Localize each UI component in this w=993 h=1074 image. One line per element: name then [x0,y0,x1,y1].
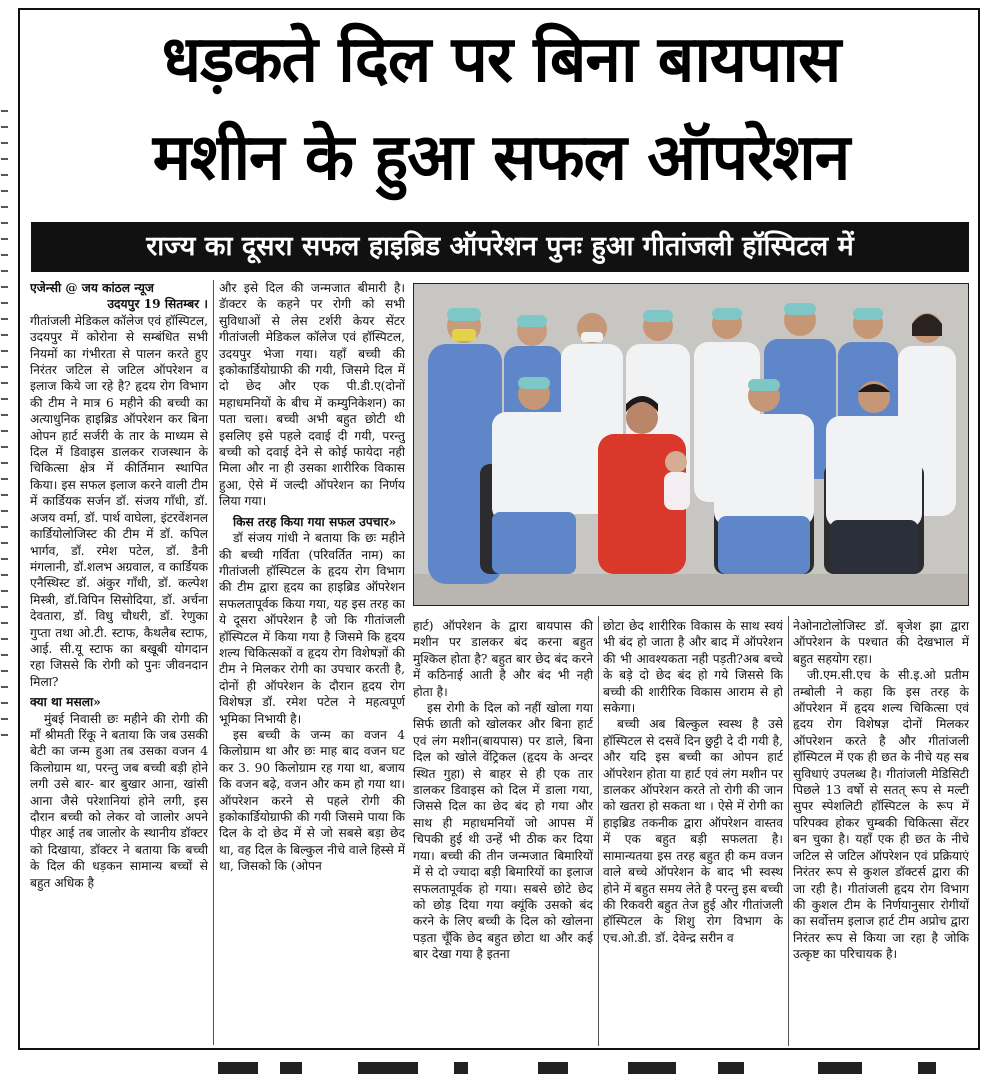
article-paragraph: हार्ट) ऑपरेशन के द्वारा बायपास की मशीन पर डालकर बंद करना बहुत मुश्किल होता है? बहुत बार छेद बंद करने में कठिनाई आती है और बंद भी नही होता है। [413,619,593,699]
article-paragraph: मुंबई निवासी छः महीने की रोगी की माँ श्रीमती रिंकू ने बताया कि जब उसकी बेटी का जन्म हुआ तब उसका वजन 4 किलोग्राम था, परन्तु जब बच्ची बड़ी होने लगी उसे बार- बार बुखार आना, खांसी आना जैसे परेशानियां होने लगी, इस दौरान बच्ची को लेकर वो जालोर अपने पीहर आई तब जालोर के स्थानीय डॉक्टर को दिखाया, डॉक्टर ने बताया कि बच्ची के दिल की धड़कन सामान्य बच्चों से बहुत अधिक है [30,711,208,890]
article-paragraph: बच्ची अब बिल्कुल स्वस्थ है उसे हॉस्पिटल से दसवें दिन छुट्टी दे दी गयी है, और यदि इस बच्ची का ओपन हार्ट ऑपरेशन होता या हार्ट एवं लंग मशीन पर डालकर ऑपरेशन करते तो रोगी की जान को खतरा हो सकता था । ऐसे में रोगी का हाइब्रिड तकनीक द्वारा ऑपरेशन वास्तव में एक बहुत बड़ी सफलता है। सामान्यतया इस तरह बहुत ही कम वजन वाले बच्चे ऑपरेशन के बाद भी स्वस्थ होने में बहुत समय लेते है परन्तु इस बच्ची की रिकवरी बहुत तेज हुई और गीतांजली हॉस्पिटल के शिशु रोग विभाग के एच.ओ.डी. डॉ. देवेन्द्र सरीन व [603,717,783,945]
article-paragraph: इस बच्ची के जन्म का वजन 4 किलोग्राम था और छः माह बाद वजन घट कर 3. 90 किलोग्राम रह गया था, बजाय कि वजन बढ़े, वजन और कम हो गया था। ऑपरेशन करने से पहले रोगी की इकोकार्डियोग्राफी की गयी जिसमे पाया कि दिल के दो छेद में से जो सबसे बड़ा छेद था, वह दिल के बिल्कुल नीचे वाले हिस्से में था, जिसको कि (ओपन [219,727,405,874]
article-paragraph: जी.एम.सी.एच के सी.इ.ओ प्रतीम तम्बोली ने कहा कि इस तरह के ऑपरेशन में हृदय शल्य चिकित्सा एवं हृदय रोग विशेषज्ञ दोनों मिलकर ऑपरेशन करते है और गीतांजली हॉस्पिटल में एक ही छत के नीचे यह सब सुविधाएं उपलब्ध है। गीतांजली मेडिसिटी पिछले 13 वर्षो से सतत् रूप से मल्टी सुपर स्पेशलिटी हॉस्पिटल के रूप में परिपक्व होकर चुम्बकी चिकित्सा सेंटर बन चुका है। यहाँ एक ही छत के नीचे जटिल से जटिल ऑपरेशन एवं प्रक्रियाएं निरंतर रूप से कुशल डॉक्टर्स द्वारा की जा रही है। गीतांजली हृदय रोग विभाग की कुशल टीम के निर्णयानुसार रोगीयों का सर्वोत्तम इलाज हार्ट टीम अप्रोच द्वारा निरंतर रूप से किया जा रहा है जोकि उत्कृष्ट का परिचायक है। [793,668,969,962]
article-column-1 [30,280,208,1045]
left-edge-marks [0,110,10,730]
column-rule-3 [598,616,599,1046]
article-paragraph: नेओनाटोलोजिस्ट डॉ. बृजेश झा द्वारा ऑपरेशन के पश्चात की देखभाल में बहुत सहयोग रहा। [793,619,969,666]
article-column-2 [219,280,405,1045]
article-column-4 [603,618,783,1046]
article-paragraph: और इसे दिल की जन्मजात बीमारी है। डॅाक्टर के कहने पर रोगी को सभी सुविधाओं से लेस टर्शरी केयर सेंटर गीतांजली मेडिकल कॉलेज एवं हॉस्पिटल, उदयपुर भेजा गया। यहाँ बच्ची की इकोकार्डियोग्राफी की गयी, जिसमे दिल में दो छेद और एक पी.डी.ए(दोनों महाधमनियों के बीच में कम्युनिकेशन) का पता चला। बच्ची अभी बहुत छोटी थी इसलिए इसे पहले दवाई दी गयी, परन्तु बच्ची को दवाई देने से कोई फायेदा नही मिला और ना ही उसका शारीरिक विकास हुआ, ऐसे में जल्दी ऑपरेशन का निर्णय लिया गया। [219,281,405,509]
subheadline-bar: राज्य का दूसरा सफल हाइब्रिड ऑपरेशन पुनः हुआ गीतांजली हॉस्पिटल में [31,222,969,272]
article-paragraph: गीतांजली मेडिकल कॉलेज एवं हॉस्पिटल, उदयपुर में कोरोना से सम्बंधित सभी नियमों का गंभीरता से पालन करते हुए निरंतर जटिल से जटिल ऑपरेशन व इलाज किये जा रहे है? हृदय रोग विभाग की टीम ने मात्र 6 महीने की बच्ची का अत्याधुनिक हाइब्रिड ऑपरेशन कर बिना ओपन हार्ट सर्जरी के तार के माध्यम से दिल में डिवाइस डालकर राजस्थान के चिकित्सा क्षेत्र में कीर्तिमान स्थापित किया। इस सफल इलाज करने वाली टीम में कार्डियक सर्जन डॉ. संजय गाँधी, डॉ. अजय वर्मा, डॉ. पार्थ वाघेला, इंटरवेंशनल कार्डियोलोजिस्ट की टीम में डॉ. कपिल भार्गव, डॉ. रमेश पटेल, डॉ. डैनी मंगलानी, डॉ.शलभ अग्रवाल, व कार्डियक एनैस्थिस्ट डॉ. अंकुर गाँधी, डॉ. कल्पेश मिस्त्री, डॉ.विपिन सिसोदिया, डॉ. अर्चना देवतारा, डॉ. विधु चौधरी, डॉ. रेणुका गुप्ता तथा ओ.टी. स्टाफ, कैथलैब स्टाफ, आई. सी.यू स्टाफ का बखूबी योगदान रहा जिससे कि रोगी को पुनः जीवनदान मिला? [30,313,208,689]
photo-floor [414,574,969,606]
article-column-3 [413,618,593,1046]
group-photo-icon [414,284,969,606]
article-paragraph: छोटा छेद शारीरिक विकास के साथ स्वयं भी बंद हो जाता है और बाद में ऑपरेशन की भी आवश्यकता नही पड़ती?अब बच्चे के बड़े दो छेद बंद हो गये जिससे कि बच्ची की शारीरिक विकास आराम से हो सकेगा। [603,619,783,716]
column-rule-4 [788,616,789,1046]
team-group-photo [413,283,969,606]
news-clipping [18,8,980,1050]
section-heading: क्या था मसला» [30,695,101,710]
headline-line-1: धड़कते दिल पर बिना बायपास [161,23,841,97]
article-column-5 [793,618,969,1046]
section-heading: किस तरह किया गया सफल उपचार» [233,514,397,529]
headline-line-2: मशीन के हुआ सफल ऑपरेशन [152,121,850,195]
dateline: उदयपुर 19 सितम्बर । [107,297,208,312]
article-paragraph: डॉ संजय गांधी ने बताया कि छः महीने की बच्ची गर्विता (परिवर्तित नाम) का गीतांजली हॉस्पिटल के हृदय रोग विभाग की टीम द्वारा हृदय का हाइब्रिड ऑपरेशन सफलतापूर्वक किया गया, यह इस तरह का ये दूसरा ऑपरेशन है जो कि गीतांजली हॉस्पिटल में किया गया है जिसमे कि हृदय शल्य चिकित्सकों व हृदय रोग विशेषज्ञों की टीम ने मिलकर रोगी का उपचार करती है, दोनों ही ऑपरेशन के दौरान हृदय रोग विशेषज्ञ डॉ. रमेश पटेल ने महत्वपूर्ण भूमिका निभायी है। [219,531,405,726]
column-rule-1 [213,280,214,1045]
agency-byline: एजेन्सी @ जय कांठल न्यूज [30,281,154,295]
next-article-cutoff [18,1056,980,1074]
article-paragraph: इस रोगी के दिल को नहीं खोला गया सिर्फ छाती को खोलकर और बिना हार्ट एवं लंग मशीन(बायपास) पर डाले, बिना दिल को खोले वेंट्रिकल (हृदय के अन्दर स्थित गुहा) से बाहर से ही एक तार डालकर डिवाइस को दिल में डाला गया, जिससे दिल का छेद बंद हो गया और साथ ही महाधमनियों जो आपस में चिपकी हुई थी उन्हें भी ठीक कर दिया गया। बच्ची की तीन जन्मजात बिमारियों में से दो ज्यादा बड़ी बिमारियों का इलाज सफलतापूर्वक हो गया। सबसे छोटे छेद को छोड़ दिया गया क्यूंकि उसको बंद करने के लिए बच्ची के दिल को खोलना पड़ता चूँकि छेद बहुत छोटा था और कई बार देखा गया है इतना [413,701,593,962]
